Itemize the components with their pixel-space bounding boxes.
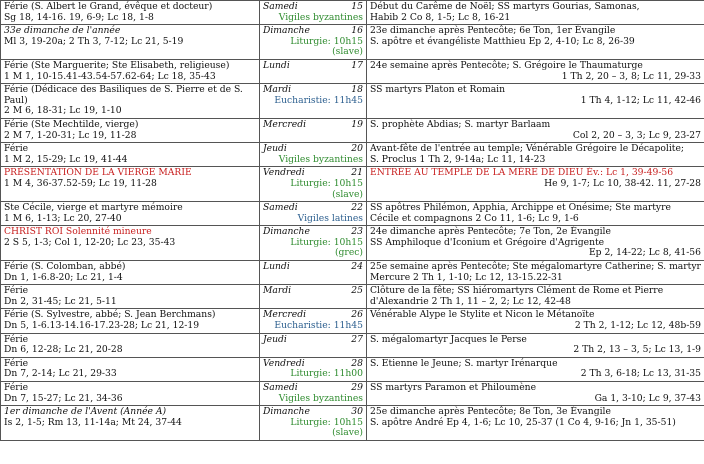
byzantine-cell — [367, 309, 704, 333]
byzantine-cell — [367, 382, 704, 406]
latin-readings: 1 M 2, 15-29; Lc 19, 41-44 — [4, 153, 128, 165]
byzantine-cell — [367, 1, 704, 25]
day-cell — [260, 118, 367, 142]
day-cell — [260, 406, 367, 441]
byzantine-cell — [367, 143, 704, 167]
byzantine-feast: 24e semaine après Pentecôte; S. Grégoire le Thaumaturge — [370, 59, 643, 71]
latin-readings: Sg 18, 14-16. 19, 6-9; Lc 18, 1-8 — [4, 11, 154, 23]
latin-feast: Férie — [4, 143, 29, 155]
table-row — [1, 167, 704, 202]
latin-feast: Férie (S. Colomban, abbé) — [4, 261, 126, 273]
byzantine-feast: S. Etienne le Jeune; S. martyr Irénarque — [370, 357, 558, 369]
day-cell — [260, 167, 367, 202]
byzantine-readings: 1 Th 2, 20 – 3, 8; Lc 11, 29-33 — [561, 70, 701, 82]
weekday: Dimanche — [263, 406, 310, 418]
latin-feast: 33e dimanche de l'année — [4, 25, 121, 37]
byzantine-feast: ENTRÉE AU TEMPLE DE LA MÈRE DE DIEU Év.: Lc 1, 39-49-56 — [370, 167, 674, 179]
weekday: Dimanche — [263, 226, 310, 238]
weekday: Mardi — [263, 285, 292, 297]
service-time: Liturgie: 10h15 (slave) — [290, 35, 363, 58]
service-time: Liturgie: 10h15 (grec) — [290, 236, 363, 259]
service-time: Liturgie: 11h00 — [290, 368, 363, 380]
table-row — [1, 118, 704, 142]
weekday: Jeudi — [263, 143, 287, 155]
byzantine-readings: S. apôtre André Ep 4, 1-6; Lc 10, 25-37 (1 Co 4, 9-16; Jn 1, 35-51) — [370, 416, 676, 428]
latin-cell — [1, 285, 260, 309]
day-number: 15 — [351, 1, 363, 12]
weekday: Lundi — [263, 59, 290, 71]
day-number: 23 — [351, 226, 363, 238]
latin-cell — [1, 25, 260, 60]
latin-readings: Is 2, 1-5; Rm 13, 11-14a; Mt 24, 37-44 — [4, 416, 182, 428]
byzantine-readings: 2 Th 2, 13 – 3, 5; Lc 13, 1-9 — [573, 344, 701, 356]
service-time: Vigiles byzantines — [278, 11, 363, 23]
byzantine-readings: 1 Th 4, 1-12; Lc 11, 42-46 — [580, 94, 701, 106]
day-number: 18 — [351, 84, 363, 96]
byzantine-readings: Ga 1, 3-10; Lc 9, 37-43 — [594, 392, 701, 404]
byzantine-readings: Habib 2 Co 8, 1-5; Lc 8, 16-21 — [370, 11, 511, 23]
latin-feast: PRÉSENTATION DE LA VIERGE MARIE — [4, 167, 192, 179]
day-number: 24 — [351, 261, 363, 273]
table-row — [1, 261, 704, 285]
day-number: 30 — [351, 406, 363, 418]
day-number: 25 — [351, 285, 363, 297]
byzantine-cell — [367, 333, 704, 357]
byzantine-feast: 25e dimanche après Pentecôte; 8e Ton, 3e Évangile — [370, 406, 611, 418]
byzantine-readings: S. Proclus 1 Th 2, 9-14a; Lc 11, 14-23 — [370, 153, 546, 165]
latin-cell — [1, 84, 260, 119]
byzantine-readings: d'Alexandrie 2 Th 1, 11 – 2, 2; Lc 12, 42-48 — [370, 295, 571, 307]
day-cell — [260, 357, 367, 381]
byzantine-cell — [367, 59, 704, 83]
table-row — [1, 309, 704, 333]
weekday: Dimanche — [263, 25, 310, 37]
latin-cell — [1, 226, 260, 261]
weekday: Vendredi — [263, 357, 305, 369]
table-row — [1, 382, 704, 406]
byzantine-feast: S. prophète Abdias; S. martyr Barlaam — [370, 118, 551, 130]
latin-cell — [1, 261, 260, 285]
latin-readings: Dn 2, 31-45; Lc 21, 5-11 — [4, 295, 117, 307]
day-number: 16 — [351, 25, 363, 37]
weekday: Vendredi — [263, 167, 305, 179]
day-cell — [260, 84, 367, 119]
table-row — [1, 25, 704, 60]
table-row — [1, 59, 704, 83]
table-row — [1, 202, 704, 226]
byzantine-cell — [367, 406, 704, 441]
table-row — [1, 1, 704, 25]
byzantine-readings: S. apôtre et évangéliste Matthieu Ep 2, 4-10; Lc 8, 26-39 — [370, 35, 635, 47]
service-time: Vigiles latines — [297, 212, 363, 224]
day-cell — [260, 59, 367, 83]
day-number: 21 — [351, 167, 363, 179]
latin-readings: 1 M 6, 1-13; Lc 20, 27-40 — [4, 212, 122, 224]
byzantine-feast: Clôture de la fête; SS hiéromartyrs Clément de Rome et Pierre — [370, 285, 664, 297]
byzantine-readings: 2 Th 2, 1-12; Lc 12, 48b-59 — [574, 320, 701, 332]
latin-readings: 2 M 6, 18-31; Lc 19, 1-10 — [4, 105, 122, 117]
latin-readings: Dn 7, 15-27; Lc 21, 34-36 — [4, 392, 123, 404]
latin-readings: 1 M 1, 10-15.41-43.54-57.62-64; Lc 18, 35-43 — [4, 70, 216, 82]
latin-feast: Férie (Dédicace des Basiliques de S. Pierre et de S. Paul) — [4, 84, 243, 106]
latin-readings: Dn 5, 1-6.13-14.16-17.23-28; Lc 21, 12-19 — [4, 320, 200, 332]
table-row — [1, 84, 704, 119]
byzantine-feast: Avant-fête de l'entrée au temple; Vénérable Grégoire le Décapolite; — [370, 143, 685, 155]
byzantine-readings: Mercure 2 Th 1, 1-10; Lc 12, 13-15.22-31 — [370, 271, 563, 283]
latin-feast: Férie — [4, 285, 29, 297]
day-cell — [260, 25, 367, 60]
service-time: Eucharistie: 11h45 — [274, 94, 363, 106]
day-cell — [260, 261, 367, 285]
table-row — [1, 226, 704, 261]
day-cell — [260, 333, 367, 357]
latin-feast: Férie (Ste Mechtilde, vierge) — [4, 118, 139, 130]
day-cell — [260, 382, 367, 406]
latin-cell — [1, 167, 260, 202]
latin-cell — [1, 59, 260, 83]
byzantine-cell — [367, 202, 704, 226]
table-row — [1, 406, 704, 441]
latin-feast: Férie (Ste Marguerite; Ste Elisabeth, religieuse) — [4, 59, 230, 71]
day-cell — [260, 285, 367, 309]
byzantine-cell — [367, 285, 704, 309]
latin-feast: Férie (S. Sylvestre, abbé; S. Jean Berchmans) — [4, 309, 216, 321]
day-number: 17 — [351, 59, 363, 71]
byzantine-cell — [367, 25, 704, 60]
byzantine-feast: SS martyrs Platon et Romain — [370, 84, 506, 96]
latin-readings: Dn 6, 12-28; Lc 21, 20-28 — [4, 344, 123, 356]
day-cell — [260, 143, 367, 167]
latin-feast: CHRIST ROI Solennité mineure — [4, 226, 152, 238]
service-time: Eucharistie: 11h45 — [274, 320, 363, 332]
day-cell — [260, 1, 367, 25]
latin-cell — [1, 118, 260, 142]
latin-readings: Dn 7, 2-14; Lc 21, 29-33 — [4, 368, 117, 380]
latin-readings: 2 S 5, 1-3; Col 1, 12-20; Lc 23, 35-43 — [4, 236, 176, 248]
latin-readings: 2 M 7, 1-20-31; Lc 19, 11-28 — [4, 129, 137, 141]
byzantine-cell — [367, 84, 704, 119]
latin-cell — [1, 309, 260, 333]
byzantine-readings: Cécile et compagnons 2 Co 11, 1-6; Lc 9, 1-6 — [370, 212, 579, 224]
table-row — [1, 357, 704, 381]
weekday: Jeudi — [263, 333, 287, 345]
latin-cell — [1, 406, 260, 441]
latin-feast: Ste Cécile, vierge et martyre mémoire — [4, 202, 183, 214]
byzantine-feast: S. mégalomartyr Jacques le Perse — [370, 333, 527, 345]
latin-readings: Ml 3, 19-20a; 2 Th 3, 7-12; Lc 21, 5-19 — [4, 35, 184, 47]
latin-feast: Férie — [4, 333, 29, 345]
latin-cell — [1, 143, 260, 167]
weekday: Lundi — [263, 261, 290, 273]
latin-cell — [1, 333, 260, 357]
weekday: Mercredi — [263, 309, 307, 321]
byzantine-readings: He 9, 1-7; Lc 10, 38-42. 11, 27-28 — [544, 177, 701, 189]
day-number: 20 — [351, 143, 363, 155]
weekday: Samedi — [263, 1, 298, 12]
byzantine-readings: SS Amphiloque d'Iconium et Grégoire d'Agrigente — [370, 236, 605, 248]
byzantine-feast: Début du Carême de Noël; SS martyrs Gourias, Samonas, — [370, 1, 640, 12]
day-number: 26 — [351, 309, 363, 321]
byzantine-feast: 25e semaine après Pentecôte; Ste mégalomartyre Catherine; S. martyr — [370, 261, 701, 273]
latin-readings: 1 M 4, 36-37.52-59; Lc 19, 11-28 — [4, 177, 157, 189]
service-time: Liturgie: 10h15 (slave) — [290, 416, 363, 439]
byzantine-cell — [367, 357, 704, 381]
byzantine-cell — [367, 118, 704, 142]
table-row — [1, 285, 704, 309]
day-number: 22 — [351, 202, 363, 214]
latin-readings: Dn 1, 1-6.8-20; Lc 21, 1-4 — [4, 271, 123, 283]
byzantine-feast: Vénérable Alype le Stylite et Nicon le Métanoïte — [370, 309, 595, 321]
latin-feast: 1er dimanche de l'Avent (Année A) — [4, 406, 167, 418]
weekday: Samedi — [263, 382, 298, 393]
latin-feast: Férie (S. Albert le Grand, évêque et docteur) — [4, 1, 213, 12]
day-number: 29 — [351, 382, 363, 393]
day-cell — [260, 309, 367, 333]
service-time: Vigiles byzantines — [278, 153, 363, 165]
weekday: Samedi — [263, 202, 298, 214]
table-row — [1, 143, 704, 167]
service-time: Vigiles byzantines — [278, 392, 363, 404]
table-row — [1, 333, 704, 357]
byzantine-feast: SS apôtres Philémon, Apphia, Archippe et Onésime; Ste martyre — [370, 202, 671, 214]
latin-cell — [1, 382, 260, 406]
latin-feast: Férie — [4, 357, 29, 369]
byzantine-readings: Col 2, 20 – 3, 3; Lc 9, 23-27 — [572, 129, 701, 141]
service-time: Liturgie: 10h15 (slave) — [290, 177, 363, 200]
day-cell — [260, 202, 367, 226]
byzantine-feast: 23e dimanche après Pentecôte; 6e Ton, 1er Évangile — [370, 25, 616, 37]
byzantine-cell — [367, 226, 704, 261]
day-number: 28 — [351, 357, 363, 369]
latin-feast: Férie — [4, 382, 29, 393]
byzantine-readings: 2 Th 3, 6-18; Lc 13, 31-35 — [580, 368, 701, 380]
byzantine-cell — [367, 167, 704, 202]
byzantine-feast: 24e dimanche après Pentecôte; 7e Ton, 2e Évangile — [370, 226, 611, 238]
byzantine-cell — [367, 261, 704, 285]
latin-cell — [1, 1, 260, 25]
day-cell — [260, 226, 367, 261]
day-number: 27 — [351, 333, 363, 345]
weekday: Mardi — [263, 84, 292, 96]
latin-cell — [1, 357, 260, 381]
latin-cell — [1, 202, 260, 226]
weekday: Mercredi — [263, 118, 307, 130]
byzantine-readings-extra: Ep 2, 14-22; Lc 8, 41-56 — [588, 247, 701, 259]
byzantine-feast: SS martyrs Paramon et Philoumène — [370, 382, 537, 393]
day-number: 19 — [351, 118, 363, 130]
